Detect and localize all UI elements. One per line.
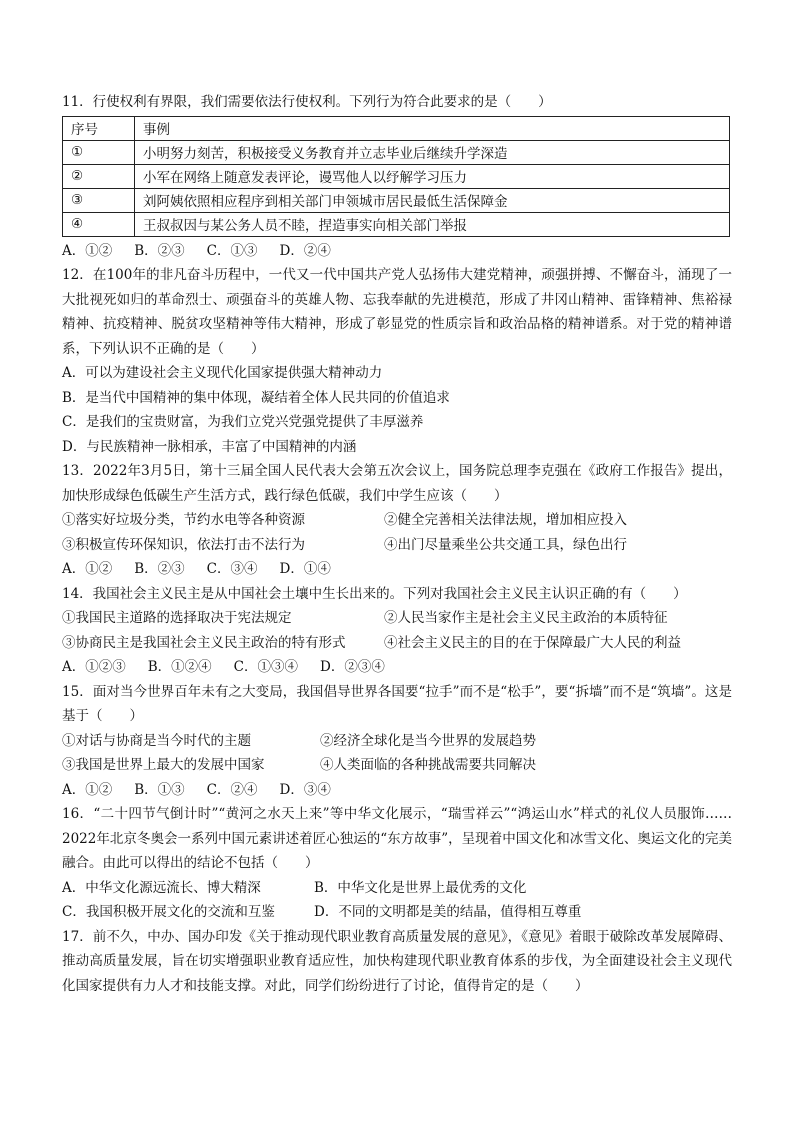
question-13-stem: 13．2022年3月5日，第十三届全国人民代表大会第五次会议上，国务院总理李克强在《政府工作报告》提出，加快形成绿色低碳生产生活方式，践行绿色低碳，我们中学生应该（ ） <box>62 463 732 504</box>
table-row <box>63 188 730 212</box>
option-a: A．①②③ <box>62 659 126 675</box>
question-13-statements <box>62 508 732 557</box>
option-a: A．①② <box>62 561 113 577</box>
option-a: A．中华文化源远流长、博大精深 <box>62 879 261 896</box>
question-12-stem: 12．在100年的非凡奋斗历程中，一代又一代中国共产党人弘扬伟大建党精神，顽强拼搏、不懈奋斗，涌现了一大批视死如归的革命烈士、顽强奋斗的英雄人物、忘我奉献的先进模范，形成了井冈山精神、雷锋精神、焦裕禄精神、抗疫精神、脱贫攻坚精神等伟大精神，形成了彰显党的性质宗旨和政治品格的精神谱系。对于党的精神谱系，下列认识不正确的是（ ） <box>62 267 732 357</box>
table-cell: ④ <box>63 212 135 236</box>
statement-1: ①落实好垃圾分类，节约水电等各种资源 <box>62 512 305 528</box>
option-b: B．②③ <box>134 242 185 259</box>
table-cell: 王叔叔因与某公务人员不睦，捏造事实向相关部门举报 <box>135 212 730 236</box>
table-cell: 刘阿姨依照相应程序到相关部门申领城市居民最低生活保障金 <box>135 188 730 212</box>
option-d: D．①④ <box>279 561 331 577</box>
option-d: D．不同的文明都是美的结晶，值得相互尊重 <box>314 904 582 920</box>
statement-3: ③我国是世界上最大的发展中国家 <box>62 757 265 773</box>
table-cell: ② <box>63 164 135 188</box>
question-13-options <box>62 557 732 582</box>
option-d: D．②③④ <box>320 659 385 675</box>
table-cell: 小军在网络上随意发表评论，谩骂他人以纾解学习压力 <box>135 164 730 188</box>
option-b: B．①③ <box>134 781 185 798</box>
statement-4: ④社会主义民主的目的在于保障最广大人民的利益 <box>384 634 681 651</box>
table-header-row <box>63 116 730 140</box>
question-14-stem: 14．我国社会主义民主是从中国社会土壤中生长出来的。下列对我国社会主义民主认识正确的有（ ） <box>62 585 687 602</box>
statement-1: ①对话与协商是当今时代的主题 <box>62 732 251 749</box>
option-a: A．可以为建设社会主义现代化国家提供强大精神动力 <box>62 365 383 381</box>
option-d: D．③④ <box>279 781 331 798</box>
statement-4: ④出门尽量乘坐公共交通工具，绿色出行 <box>384 536 627 553</box>
table-header-cell: 事例 <box>135 116 730 140</box>
table-row <box>63 140 730 164</box>
option-d: D．与民族精神一脉相承，丰富了中国精神的内涵 <box>62 438 357 455</box>
option-b: B．是当代中国精神的集中体现，凝结着全体人民共同的价值追求 <box>62 389 450 406</box>
option-c: C．是我们的宝贵财富，为我们立党兴党强党提供了丰厚滋养 <box>62 414 424 430</box>
option-a: A．①② <box>62 781 113 798</box>
table-cell: ① <box>63 140 135 164</box>
question-11-table <box>62 116 730 237</box>
option-c: C．我国积极开展文化的交流和互鉴 <box>62 904 275 920</box>
question-16-options <box>62 876 732 925</box>
statement-2: ②健全完善相关法律法规，增加相应投入 <box>384 512 627 528</box>
question-14-statements <box>62 606 732 655</box>
table-header-cell: 序号 <box>63 116 135 140</box>
option-c: C．③④ <box>206 561 258 577</box>
option-a: A．①② <box>62 242 113 259</box>
question-15-options <box>62 778 732 803</box>
question-11-stem: 11．行使权利有界限，我们需要依法行使权利。下列行为符合此要求的是（ ） <box>62 94 552 110</box>
question-14-options <box>62 655 732 680</box>
option-c: C．②④ <box>206 781 258 798</box>
statement-2: ②人民当家作主是社会主义民主政治的本质特征 <box>384 610 668 626</box>
option-b: B．①②④ <box>147 659 212 675</box>
option-c: C．①③ <box>206 242 258 259</box>
statement-3: ③积极宣传环保知识，依法打击不法行为 <box>62 536 305 553</box>
table-row <box>63 212 730 236</box>
statement-1: ①我国民主道路的选择取决于宪法规定 <box>62 610 292 626</box>
question-16-stem: 16．“二十四节气倒计时”“黄河之水天上来”等中华文化展示，“瑞雪祥云”“鸿运山水”样式的礼仪人员服饰……2022年北京冬奥会一系列中国元素讲述着匠心独运的“东方故事”，呈现着中国文化和冰雪文化、奥运文化的完美融合。由此可以得出的结论不包括（ ） <box>62 806 732 871</box>
question-11-options <box>62 239 732 264</box>
exam-page <box>62 90 732 998</box>
question-15-stem: 15．面对当今世界百年未有之大变局，我国倡导世界各国要“拉手”而不是“松手”，要“拆墙”而不是“筑墙”。这是基于（ ） <box>62 683 732 724</box>
statement-4: ④人类面临的各种挑战需要共同解决 <box>320 757 536 773</box>
question-15-statements <box>62 729 732 778</box>
table-row <box>63 164 730 188</box>
statement-2: ②经济全球化是当今世界的发展趋势 <box>320 732 536 749</box>
option-c: C．①③④ <box>233 659 299 675</box>
option-b: B．中华文化是世界上最优秀的文化 <box>314 879 527 896</box>
question-17-stem: 17．前不久，中办、国办印发《关于推动现代职业教育高质量发展的意见》，《意见》着眼于破除改革发展障碍、推动高质量发展，旨在切实增强职业教育适应性，加快构建现代职业教育体系的步伐，为全面建设社会主义现代化国家提供有力人才和技能支撑。对此，同学们纷纷进行了讨论，值得肯定的是（ ） <box>62 928 732 994</box>
option-d: D．②④ <box>279 242 331 259</box>
table-cell: ③ <box>63 188 135 212</box>
table-cell: 小明努力刻苦，积极接受义务教育并立志毕业后继续升学深造 <box>135 140 730 164</box>
statement-3: ③协商民主是我国社会主义民主政治的特有形式 <box>62 634 346 651</box>
option-b: B．②③ <box>134 561 185 577</box>
